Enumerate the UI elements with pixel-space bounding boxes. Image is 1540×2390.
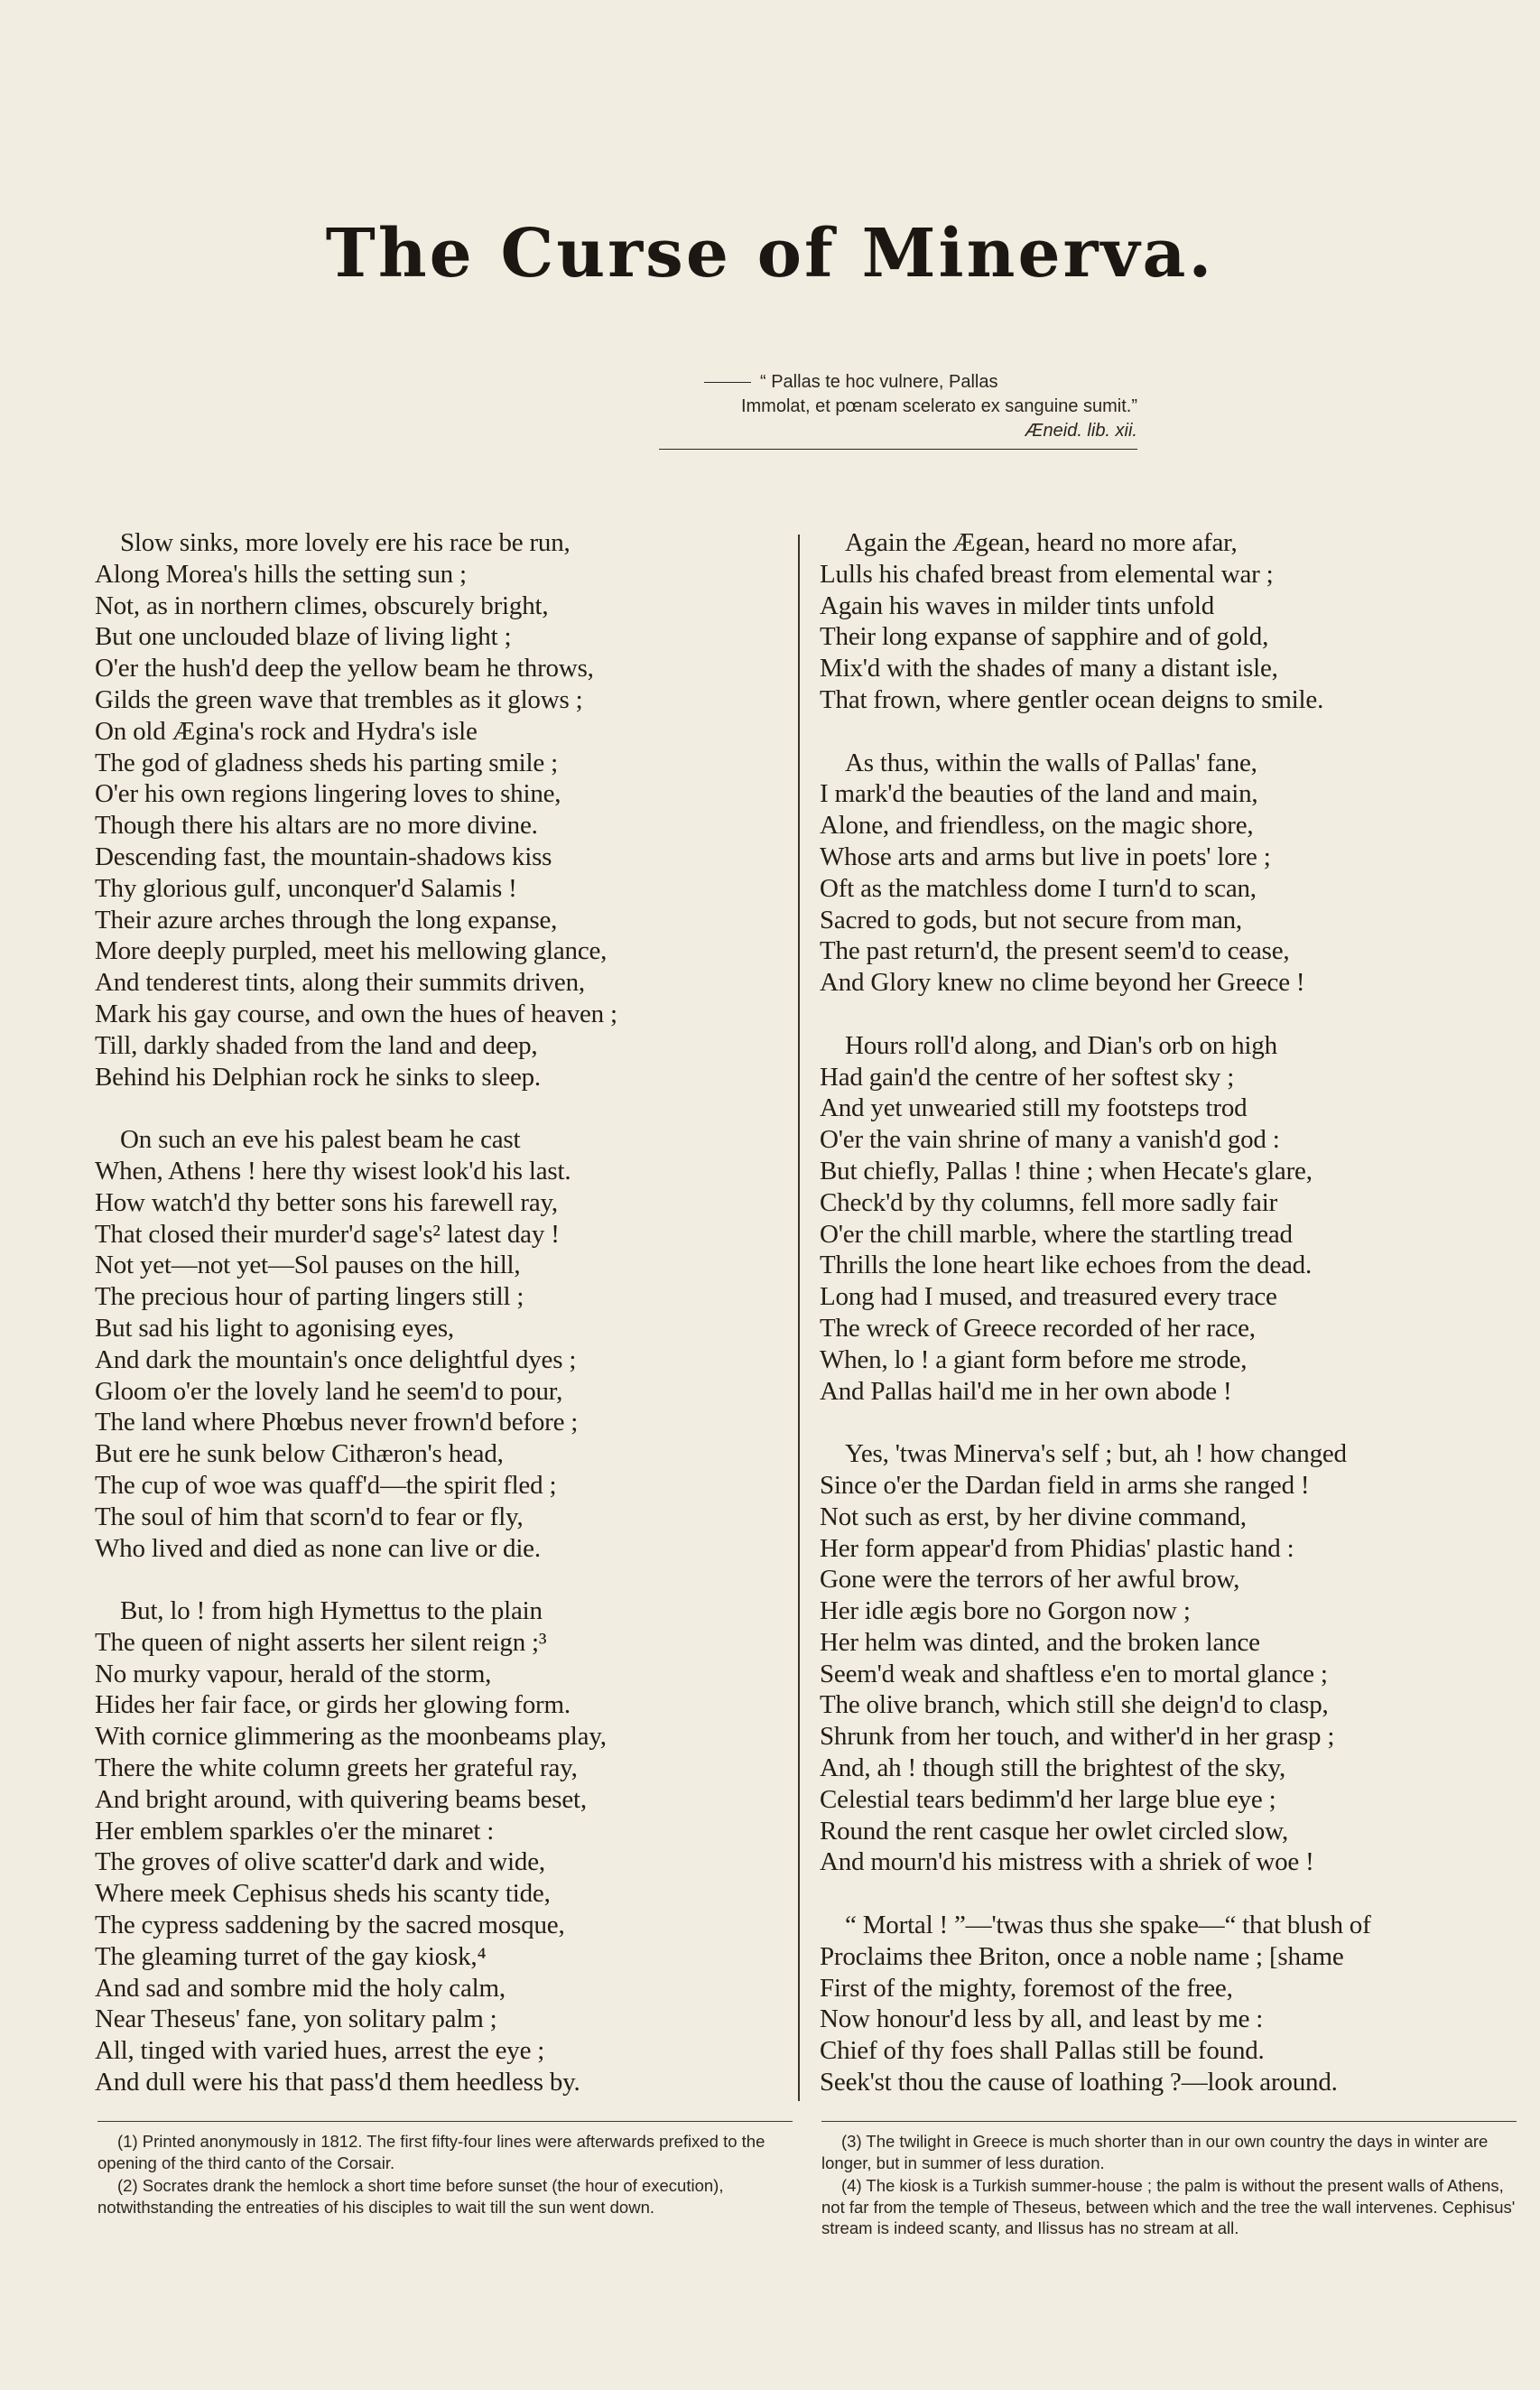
verse-line: But, lo ! from high Hymettus to the plain [120,1596,543,1626]
verse-line: Had gain'd the centre of her softest sky ; [820,1062,1235,1092]
verse-line: With cornice glimmering as the moonbeams play, [95,1722,607,1752]
verse-line: Slow sinks, more lovely ere his race be run, [120,528,571,557]
left-column [95,527,781,2130]
verse-line: And tenderest tints, along their summits driven, [95,968,585,998]
verse-line: Behind his Delphian rock he sinks to sleep. [95,1062,541,1092]
verse-line: O'er the chill marble, where the startling tread [820,1219,1293,1249]
footnotes-right [821,2131,1517,2241]
verse-line: On old Ægina's rock and Hydra's isle [95,716,478,746]
verse-line: The land where Phœbus never frown'd before ; [95,1408,579,1437]
verse-line: That closed their murder'd sage's² latest day ! [95,1219,560,1249]
verse-line: Again his waves in milder tints unfold [820,591,1215,620]
verse-line: Who lived and died as none can live or die. [95,1533,541,1563]
verse-line: Gilds the green wave that trembles as it glows ; [95,684,583,714]
verse-line: Though there his altars are no more divine. [95,811,538,841]
epigraph-dash [704,382,751,383]
verse-line: Her idle ægis bore no Gorgon now ; [820,1596,1191,1626]
verse-line: Hours roll'd along, and Dian's orb on high [845,1030,1277,1060]
column-divider [798,535,800,2101]
verse-line: Seek'st thou the cause of loathing ?—look around. [820,2068,1338,2097]
right-column [820,527,1524,2130]
verse-line: I mark'd the beauties of the land and main, [820,779,1258,809]
verse-line: Shrunk from her touch, and wither'd in her grasp ; [820,1722,1335,1752]
verse-line: Oft as the matchless dome I turn'd to scan, [820,873,1257,903]
verse-line: The god of gladness sheds his parting smile ; [95,748,558,777]
verse-line: Alone, and friendless, on the magic shore, [820,811,1254,841]
verse-line: Yes, 'twas Minerva's self ; but, ah ! how changed [845,1439,1347,1469]
stanza [820,748,1524,999]
footnote: (2) Socrates drank the hemlock a short time before sunset (the hour of execution), notwithstanding the entreaties of his disciples to wait till the sun went down. [97,2176,724,2217]
footnote-rule-left [97,2121,793,2122]
footnote: (3) The twilight in Greece is much shorter than in our own country the days in winter are longer, but in summer of less duration. [821,2132,1489,2172]
verse-line: Hides her fair face, or girds her glowing form. [95,1690,571,1720]
verse-line: The cup of woe was quaff'd—the spirit fled ; [95,1470,557,1500]
epigraph-line-1: “ Pallas te hoc vulnere, Pallas [760,372,998,392]
verse-line: The olive branch, which still she deign'd to clasp, [820,1690,1329,1720]
stanza [820,1438,1524,1878]
footnote: (1) Printed anonymously in 1812. The first fifty-four lines were afterwards prefixed to the opening of the third canto of the Corsair. [97,2132,765,2172]
verse-line: And mourn'd his mistress with a shriek of woe ! [820,1847,1314,1877]
stanza [820,1910,1524,2098]
verse-line: Sacred to gods, but not secure from man, [820,905,1242,935]
verse-line: Not, as in northern climes, obscurely bright, [95,591,549,620]
verse-line: O'er his own regions lingering loves to shine, [95,779,561,809]
verse-line: As thus, within the walls of Pallas' fane, [845,748,1257,777]
verse-line: Mark his gay course, and own the hues of heaven ; [95,999,617,1028]
verse-line: O'er the vain shrine of many a vanish'd god : [820,1125,1280,1155]
verse-line: And sad and sombre mid the holy calm, [95,1973,506,2003]
verse-line: The cypress saddening by the sacred mosque, [95,1911,565,1940]
verse-line: The past return'd, the present seem'd to cease, [820,936,1290,966]
verse-line: Long had I mused, and treasured every trace [820,1282,1277,1312]
footnotes-left [97,2131,793,2219]
verse-line: And yet unwearied still my footsteps trod [820,1093,1248,1123]
verse-line: But chiefly, Pallas ! thine ; when Hecate's glare, [820,1156,1313,1186]
verse-line: Again the Ægean, heard no more afar, [845,528,1238,557]
verse-line: Along Morea's hills the setting sun ; [95,559,467,589]
verse-line: Her helm was dinted, and the broken lance [820,1627,1260,1657]
verse-line: Proclaims thee Briton, once a noble name ; [shame [820,1941,1344,1971]
stanza [95,527,781,1093]
verse-line: The gleaming turret of the gay kiosk,⁴ [95,1941,487,1971]
verse-line: Not yet—not yet—Sol pauses on the hill, [95,1251,521,1280]
epigraph [424,370,1137,450]
verse-line: Their azure arches through the long expanse, [95,905,558,935]
stanza [820,527,1524,716]
verse-line: And, ah ! though still the brightest of the sky, [820,1753,1286,1783]
verse-line: Her emblem sparkles o'er the minaret : [95,1816,495,1846]
verse-line: The groves of olive scatter'd dark and wide, [95,1847,545,1877]
verse-line: Check'd by thy columns, fell more sadly fair [820,1187,1278,1217]
verse-line: And dull were his that pass'd them heedless by. [95,2068,580,2097]
footnote: (4) The kiosk is a Turkish summer-house ; the palm is without the present walls of Athens, not far from the temple of Theseus, between which and the tree the wall intervenes. Cephisus' stream is indeed scanty, and Ilissus has no stream at all. [821,2176,1516,2237]
verse-line: But ere he sunk below Cithæron's head, [95,1439,504,1469]
footnote-rule-right [821,2121,1517,2122]
verse-line: Now honour'd less by all, and least by me : [820,2004,1264,2034]
verse-line: More deeply purpled, meet his mellowing glance, [95,936,608,966]
verse-line: Her form appear'd from Phidias' plastic hand : [820,1533,1294,1563]
verse-line: Whose arts and arms but live in poets' lore ; [820,842,1271,871]
poem-title: The Curse of Minerva. [325,215,1215,293]
verse-line: The soul of him that scorn'd to fear or fly, [95,1502,524,1531]
verse-line: But one unclouded blaze of living light ; [95,622,512,652]
verse-line: Thy glorious gulf, unconquer'd Salamis ! [95,873,517,903]
verse-line: Since o'er the Dardan field in arms she ranged ! [820,1470,1310,1500]
verse-line: But sad his light to agonising eyes, [95,1313,454,1343]
stanza [95,1595,781,2098]
verse-line: On such an eve his palest beam he cast [120,1125,521,1155]
verse-line: O'er the hush'd deep the yellow beam he throws, [95,654,594,684]
verse-line: First of the mighty, foremost of the free, [820,1973,1233,2003]
verse-line: The precious hour of parting lingers still ; [95,1282,524,1312]
verse-line: Mix'd with the shades of many a distant isle, [820,654,1278,684]
verse-line: When, lo ! a giant form before me strode, [820,1344,1248,1374]
stanza [820,1030,1524,1408]
verse-line: “ Mortal ! ”—'twas thus she spake—“ that blush of [845,1911,1371,1940]
verse-line: Their long expanse of sapphire and of gold, [820,622,1269,652]
verse-line: Descending fast, the mountain-shadows kiss [95,842,552,871]
verse-line: Near Theseus' fane, yon solitary palm ; [95,2004,497,2034]
verse-line: And dark the mountain's once delightful dyes ; [95,1344,577,1374]
verse-line: When, Athens ! here thy wisest look'd his last. [95,1156,571,1186]
epigraph-rule [659,449,1137,450]
verse-line: Lulls his chafed breast from elemental war ; [820,559,1274,589]
stanza [95,1124,781,1564]
verse-line: How watch'd thy better sons his farewell ray, [95,1187,558,1217]
verse-line: And bright around, with quivering beams beset, [95,1784,587,1814]
verse-line: The queen of night asserts her silent reign ;³ [95,1627,547,1657]
verse-line: Chief of thy foes shall Pallas still be found. [820,2036,1265,2066]
verse-line: Thrills the lone heart like echoes from the dead. [820,1251,1313,1280]
epigraph-line-2: Immolat, et pœnam scelerato ex sanguine sumit.” [740,396,1137,416]
verse-line: Not such as erst, by her divine command, [820,1502,1247,1531]
verse-line: Gloom o'er the lovely land he seem'd to pour, [95,1376,563,1406]
epigraph-source: Æneid. lib. xii. [1025,421,1137,441]
verse-line: And Glory knew no clime beyond her Greece ! [820,968,1305,998]
verse-line: Where meek Cephisus sheds his scanty tide, [95,1879,551,1909]
verse-line: Till, darkly shaded from the land and deep, [95,1030,538,1060]
verse-line: Gone were the terrors of her awful brow, [820,1565,1240,1595]
verse-line: Celestial tears bedimm'd her large blue eye ; [820,1784,1276,1814]
verse-line: All, tinged with varied hues, arrest the eye ; [95,2036,545,2066]
verse-line: And Pallas hail'd me in her own abode ! [820,1376,1232,1406]
verse-line: There the white column greets her grateful ray, [95,1753,578,1783]
verse-line: The wreck of Greece recorded of her race, [820,1313,1256,1343]
verse-line: That frown, where gentler ocean deigns to smile. [820,684,1324,714]
verse-line: No murky vapour, herald of the storm, [95,1659,492,1688]
verse-line: Round the rent casque her owlet circled slow, [820,1816,1289,1846]
verse-line: Seem'd weak and shaftless e'en to mortal glance ; [820,1659,1328,1688]
